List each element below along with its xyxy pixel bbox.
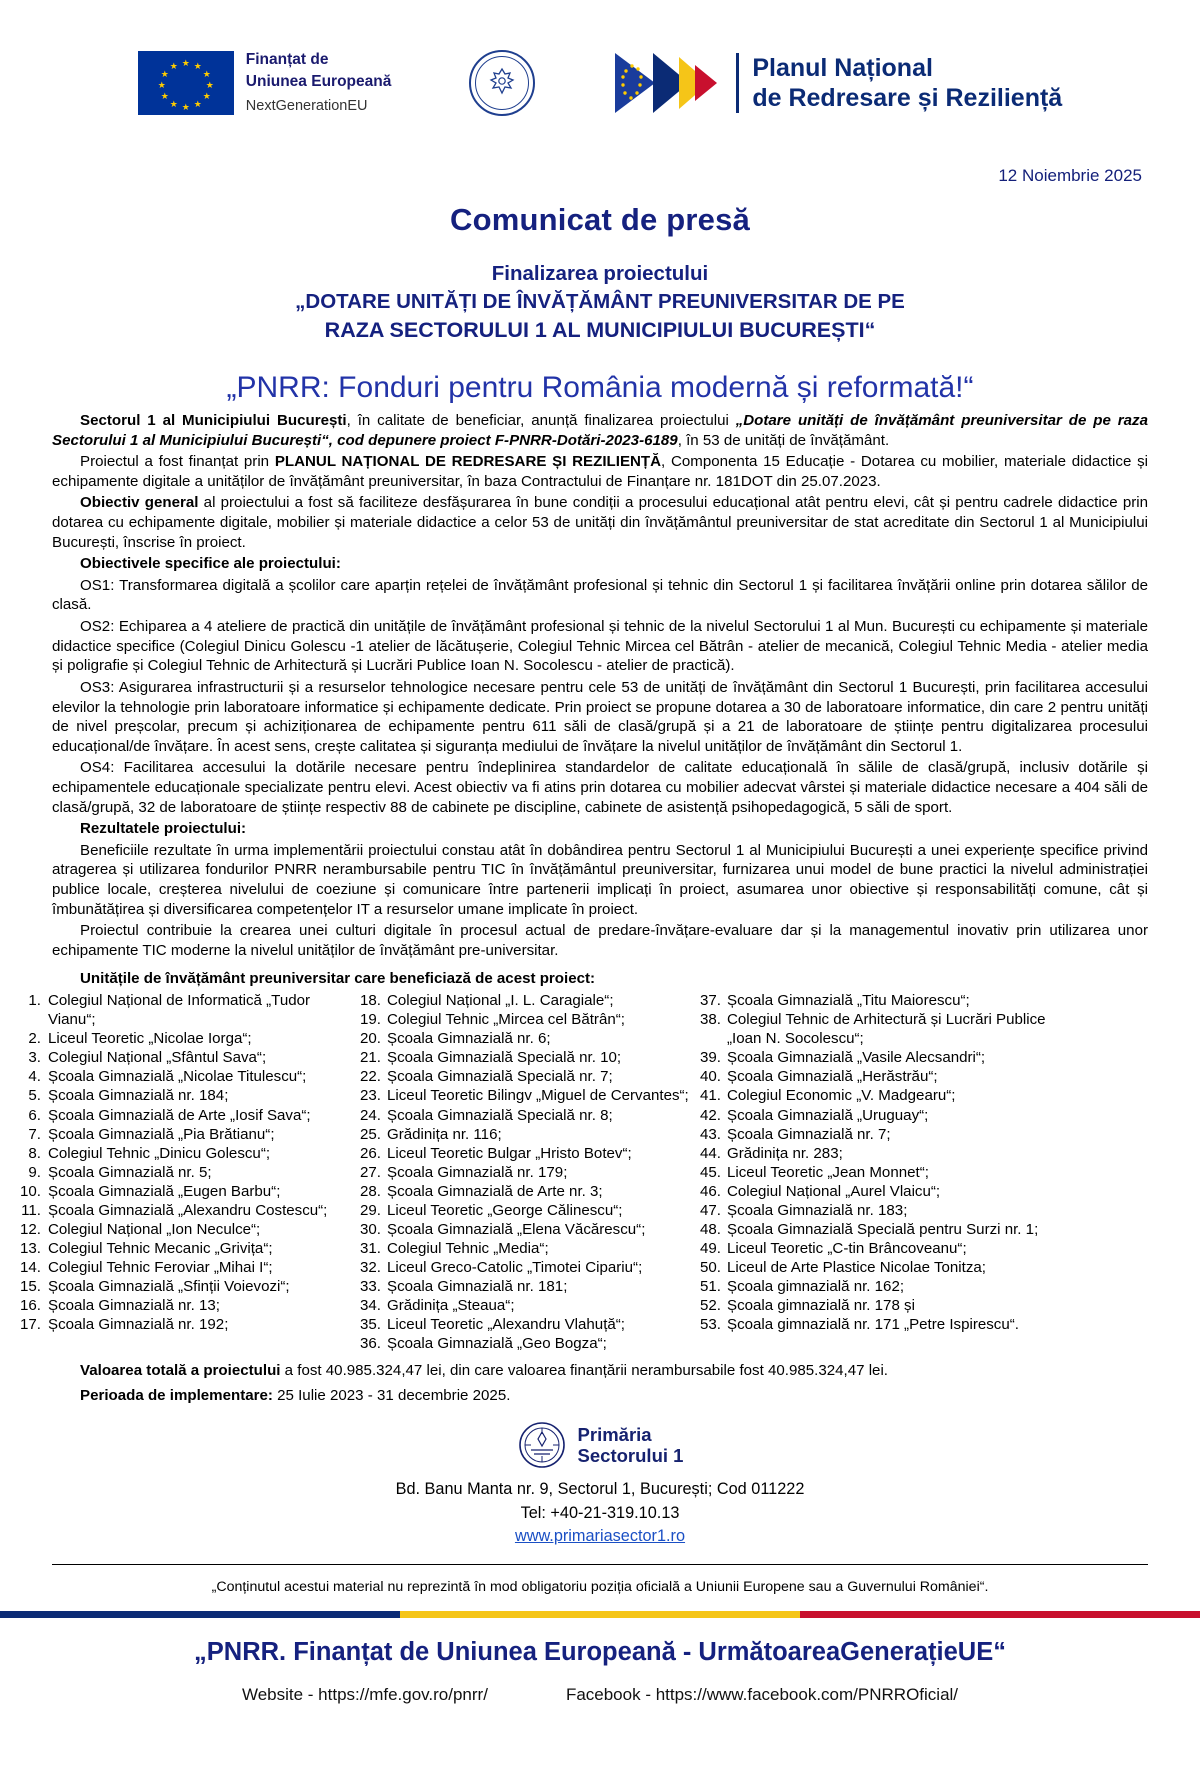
list-item-label: Școala Gimnazială „Alexandru Costescu“; bbox=[48, 1201, 328, 1219]
list-item-number: 8. bbox=[28, 1144, 41, 1162]
list-item-label: Colegiul Tehnic Mecanic „Grivița“; bbox=[48, 1240, 273, 1258]
bottom-banner-title: „PNRR. Finanțat de Uniunea Europeană - UrmătoareaGenerațieUE“ bbox=[194, 1637, 1006, 1666]
list-item-number: 20. bbox=[360, 1030, 381, 1048]
contact-website-link[interactable]: www.primariasector1.ro bbox=[514, 1526, 686, 1545]
list-item-label: Colegiul Național „Aurel Vlaicu“; bbox=[727, 1182, 941, 1200]
list-item-label: Liceul de Arte Plastice Nicolae Tonitza; bbox=[727, 1259, 986, 1277]
list-item-number: 49. bbox=[700, 1240, 721, 1258]
list-item bbox=[360, 1201, 700, 1220]
primaria-text bbox=[578, 1424, 684, 1467]
list-item bbox=[360, 1315, 700, 1334]
implementation-period-row bbox=[52, 1386, 1148, 1406]
list-item-number: 7. bbox=[28, 1125, 41, 1143]
primaria-seal-icon bbox=[517, 1420, 567, 1470]
list-item-number: 11. bbox=[21, 1201, 41, 1219]
list-item-number: 5. bbox=[28, 1087, 41, 1105]
objectives-heading-label: Obiectivele specifice ale proiectului: bbox=[80, 555, 341, 573]
list-item bbox=[360, 1029, 700, 1048]
pnrr-website-link[interactable]: Website - https://mfe.gov.ro/pnrr/ bbox=[241, 1684, 488, 1704]
list-item-number: 34. bbox=[360, 1297, 381, 1315]
list-item-number: 6. bbox=[28, 1106, 41, 1124]
paragraph-financing bbox=[52, 452, 1148, 491]
eu-line2: Uniunea Europeană bbox=[245, 73, 392, 91]
primaria-logo bbox=[0, 1420, 1200, 1470]
schools-section bbox=[0, 962, 1200, 989]
list-item-number: 44. bbox=[700, 1144, 721, 1162]
list-item-number: 30. bbox=[360, 1220, 381, 1238]
list-item bbox=[700, 991, 1060, 1010]
eu-disclaimer: „Conținutul acestui material nu reprezintă în mod obligatoriu poziția oficială a Uniunii Europene sau a Guvernului României“. bbox=[211, 1578, 989, 1595]
list-item-number: 13. bbox=[20, 1240, 41, 1258]
list-item-label: Școala Gimnazială Specială nr. 7; bbox=[387, 1068, 613, 1086]
subtitle-line-3: RAZA SECTORULUI 1 AL MUNICIPIULUI BUCUREȘTI“ bbox=[324, 317, 876, 342]
list-item-number: 29. bbox=[360, 1201, 381, 1219]
list-item-label: Liceul Teoretic „George Călinescu“; bbox=[387, 1201, 623, 1219]
objective-os4: OS4: Facilitarea accesului la dotările necesare pentru îndeplinirea standardelor de calitate educațională în sălile de clasă/grupă, inclusiv dotările și echipamentele educaționale specializate pentru elevi. Acest obiectiv va fi atins prin dotarea cu mobilier adecvat vârstei și materiale didactice necesare a 404 săli de clasă/grupă, 32 de laboratoare de științe respectiv 88 de cabinete pe discipline, cabinete de asistență psihopedagogică, 5 săli de sport. bbox=[52, 759, 1148, 816]
list-item-label: Școala Gimnazială „Eugen Barbu“; bbox=[48, 1182, 281, 1200]
list-item bbox=[360, 1277, 700, 1296]
list-item bbox=[360, 1010, 700, 1029]
contact-block bbox=[0, 1478, 1200, 1547]
list-item-label: Colegiul Național „Ion Neculce“; bbox=[48, 1220, 261, 1238]
list-item-label: Colegiul Național de Informatică „Tudor Vianu“; bbox=[48, 992, 311, 1029]
tricolor-blue bbox=[0, 1611, 400, 1618]
list-item-number: 48. bbox=[700, 1220, 721, 1238]
list-item-number: 18. bbox=[360, 992, 381, 1010]
tricolor-red bbox=[800, 1611, 1200, 1618]
list-item-label: Școala gimnazială nr. 178 și bbox=[727, 1297, 915, 1315]
list-item-label: Școala Gimnazială de Arte nr. 3; bbox=[387, 1182, 603, 1200]
list-item-label: Școala Gimnazială „Pia Brătianu“; bbox=[48, 1125, 275, 1143]
project-subtitle bbox=[0, 260, 1200, 345]
list-item-label: Liceul Teoretic „Alexandru Vlahuță“; bbox=[387, 1316, 625, 1334]
list-item bbox=[700, 1258, 1060, 1277]
objectives-heading bbox=[52, 554, 1148, 574]
schools-column-3 bbox=[700, 991, 1060, 1353]
list-item bbox=[700, 1296, 1060, 1315]
list-item-number: 21. bbox=[360, 1049, 381, 1067]
list-item-label: Liceul Teoretic Bulgar „Hristo Botev“; bbox=[387, 1144, 632, 1162]
list-item bbox=[700, 1106, 1060, 1125]
list-item bbox=[18, 1048, 360, 1067]
list-item bbox=[360, 1067, 700, 1086]
list-item bbox=[360, 1125, 700, 1144]
eu-flag-icon: ★ ★ ★ ★ ★ ★ ★ ★ ★ ★ ★ ★ bbox=[138, 51, 234, 115]
list-item-label: Colegiul Tehnic „Media“; bbox=[387, 1240, 549, 1258]
list-item-number: 52. bbox=[700, 1297, 721, 1315]
list-item-label: Școala gimnazială nr. 162; bbox=[727, 1278, 905, 1296]
list-item-number: 16. bbox=[20, 1297, 41, 1315]
list-item-label: Școala Gimnazială Specială nr. 10; bbox=[387, 1049, 622, 1067]
list-item-number: 14. bbox=[20, 1259, 41, 1277]
footer-divider bbox=[52, 1564, 1148, 1565]
list-item-number: 22. bbox=[360, 1068, 381, 1086]
list-item bbox=[360, 1334, 700, 1353]
list-item bbox=[18, 1277, 360, 1296]
list-item-number: 33. bbox=[360, 1278, 381, 1296]
list-item-number: 40. bbox=[700, 1068, 721, 1086]
list-item bbox=[360, 1296, 700, 1315]
list-item-number: 19. bbox=[360, 1011, 381, 1029]
list-item-number: 15. bbox=[20, 1278, 41, 1296]
schools-list-heading: Unitățile de învățământ preuniversitar care beneficiază de acest proiect: bbox=[80, 970, 596, 988]
schools-column-1 bbox=[18, 991, 360, 1353]
pnrr-program-name: PLANUL NAȚIONAL DE REDRESARE ȘI REZILIENȚĂ bbox=[274, 453, 662, 471]
paragraph-general-objective bbox=[52, 493, 1148, 552]
schools-column-2 bbox=[360, 991, 700, 1353]
list-item-label: Grădinița nr. 116; bbox=[387, 1125, 502, 1143]
list-item-number: 32. bbox=[360, 1259, 381, 1277]
list-item-number: 45. bbox=[700, 1163, 721, 1181]
list-item-number: 43. bbox=[700, 1125, 721, 1143]
list-item bbox=[18, 991, 360, 1029]
pnrr-facebook-link[interactable]: Facebook - https://www.facebook.com/PNRROficial/ bbox=[565, 1684, 959, 1704]
list-item bbox=[700, 1067, 1060, 1086]
list-item-number: 4. bbox=[28, 1068, 41, 1086]
total-value-row bbox=[52, 1361, 1148, 1381]
period-text: 25 Iulie 2023 - 31 decembrie 2025. bbox=[272, 1387, 511, 1405]
list-item bbox=[18, 1296, 360, 1315]
paragraph-intro bbox=[52, 411, 1148, 450]
list-item-label: Școala gimnazială nr. 171 „Petre Ispirescu“. bbox=[727, 1316, 1019, 1334]
list-item bbox=[700, 1220, 1060, 1239]
list-item-number: 1. bbox=[28, 992, 41, 1010]
list-item bbox=[700, 1182, 1060, 1201]
list-item-label: Colegiul Tehnic Feroviar „Mihai I“; bbox=[48, 1259, 273, 1277]
primaria-line-2: Sectorului 1 bbox=[577, 1445, 684, 1467]
list-item-number: 25. bbox=[360, 1125, 381, 1143]
list-item bbox=[18, 1182, 360, 1201]
list-item bbox=[700, 1201, 1060, 1220]
list-item-label: Liceul Teoretic „C-tin Brâncoveanu“; bbox=[727, 1240, 967, 1258]
list-item-number: 28. bbox=[360, 1182, 381, 1200]
list-item-number: 31. bbox=[360, 1240, 381, 1258]
list-item-label: Școala Gimnazială nr. 192; bbox=[48, 1316, 229, 1334]
list-item bbox=[700, 1163, 1060, 1182]
intro-text-2: , în 53 de unități de învățământ. bbox=[677, 431, 890, 449]
list-item-number: 53. bbox=[700, 1316, 721, 1334]
primaria-line-1: Primăria bbox=[577, 1423, 652, 1445]
list-item-label: Școala Gimnazială „Herăstrău“; bbox=[727, 1068, 938, 1086]
contact-phone: Tel: +40-21-319.10.13 bbox=[520, 1503, 680, 1522]
list-item-label: Liceul Teoretic „Jean Monnet“; bbox=[727, 1163, 929, 1181]
list-item-number: 35. bbox=[360, 1316, 381, 1334]
list-item-number: 37. bbox=[700, 992, 721, 1010]
eu-line3: NextGenerationEU bbox=[245, 98, 368, 115]
pnrr-divider bbox=[736, 53, 739, 113]
list-item-label: Școala Gimnazială „Uruguay“; bbox=[727, 1106, 929, 1124]
list-item bbox=[18, 1086, 360, 1105]
list-item bbox=[700, 1144, 1060, 1163]
page-title: Comunicat de presă bbox=[450, 202, 750, 237]
pnrr-slogan: „PNRR: Fonduri pentru România modernă și reformată!“ bbox=[226, 370, 974, 404]
pnrr-arrows-icon bbox=[613, 51, 723, 115]
list-item-label: Școala Gimnazială nr. 5; bbox=[48, 1163, 212, 1181]
financing-text-1: Proiectul a fost finanțat prin bbox=[80, 453, 275, 471]
list-item-label: Școala Gimnazială „Vasile Alecsandri“; bbox=[727, 1049, 986, 1067]
list-item-number: 2. bbox=[28, 1030, 41, 1048]
list-item bbox=[700, 1239, 1060, 1258]
list-item-number: 9. bbox=[28, 1163, 41, 1181]
list-item-label: Școala Gimnazială „Elena Văcărescu“; bbox=[387, 1220, 646, 1238]
list-item-label: Liceul Teoretic Bilingv „Miguel de Cervantes“; bbox=[387, 1087, 689, 1105]
list-item-label: Liceul Greco-Catolic „Timotei Cipariu“; bbox=[387, 1259, 643, 1277]
list-item-number: 10. bbox=[20, 1182, 41, 1200]
bottom-links bbox=[0, 1685, 1200, 1705]
list-item bbox=[360, 1163, 700, 1182]
list-item-label: Școala Gimnazială Specială pentru Surzi nr. 1; bbox=[727, 1220, 1039, 1238]
tricolor-yellow bbox=[400, 1611, 800, 1618]
list-item bbox=[700, 1048, 1060, 1067]
contact-address: Bd. Banu Manta nr. 9, Sectorul 1, București; Cod 011222 bbox=[395, 1480, 805, 1499]
list-item bbox=[18, 1029, 360, 1048]
list-item-label: Școala Gimnazială de Arte „Iosif Sava“; bbox=[48, 1106, 311, 1124]
list-item bbox=[18, 1201, 360, 1220]
schools-columns bbox=[0, 991, 1200, 1353]
objective-os2: OS2: Echiparea a 4 ateliere de practică din unitățile de învățământ profesional și tehnic de la nivelul Sectorului 1 al Mun. București cu echipamente și materiale didactice specifice (Colegiul Dinicu Golescu -1 atelier de lăcătușerie, Colegiul Tehnic Mircea cel Bătrân - atelier de mecanică, Colegiul Tehnic Media - atelier media și poligrafie și Colegiul Tehnic de Arhitectură și Lucrări Publice Ioan N. Socolescu - atelier de practică). bbox=[52, 618, 1148, 675]
list-item-number: 27. bbox=[360, 1163, 381, 1181]
eu-line1: Finanțat de bbox=[245, 51, 329, 69]
list-item-label: Școala Gimnazială nr. 181; bbox=[387, 1278, 568, 1296]
list-item-number: 26. bbox=[360, 1144, 381, 1162]
list-item-label: Grădinița „Steaua“; bbox=[387, 1297, 515, 1315]
pnrr-logo bbox=[613, 51, 1062, 115]
list-item bbox=[700, 1315, 1060, 1334]
results-body: Beneficiile rezultate în urma implementării proiectului constau atât în dobândirea pentru Sectorul 1 al Municipiului București a unei experiențe specifice privind atragerea și utilizarea fondurilor PNRR nerambursabile pentru TIC în învățământul preuniversitar, furnizarea unui model de bune practici la nivelul administrației publice locale, creșterea nivelului de coeziune și comunicare între partenerii implicați în proiect, asumarea unor obiective și responsabilități comune, cât și îmbunătățirea și diversificarea competențelor IT a resurselor umane implicate în proiect. bbox=[52, 841, 1148, 918]
tricolor-bar bbox=[0, 1611, 1200, 1618]
list-item-label: Școala Gimnazială nr. 184; bbox=[48, 1087, 229, 1105]
beneficiary-name: Sectorul 1 al Municipiului București bbox=[80, 411, 347, 429]
list-item-label: Școala Gimnazială nr. 7; bbox=[727, 1125, 891, 1143]
list-item bbox=[18, 1315, 360, 1334]
list-item-number: 38. bbox=[700, 1011, 721, 1029]
list-item bbox=[360, 1182, 700, 1201]
results-heading bbox=[52, 819, 1148, 839]
eu-funding-text bbox=[246, 49, 392, 117]
list-item-label: Colegiul Național „Sfântul Sava“; bbox=[48, 1049, 267, 1067]
list-item bbox=[360, 991, 700, 1010]
list-item bbox=[18, 1106, 360, 1125]
list-item-label: Școala Gimnazială „Sfinții Voievozi“; bbox=[48, 1278, 290, 1296]
list-item-label: Școala Gimnazială nr. 179; bbox=[387, 1163, 568, 1181]
list-item bbox=[700, 1125, 1060, 1144]
list-item bbox=[18, 1239, 360, 1258]
list-item bbox=[700, 1010, 1060, 1048]
project-title-inline: „Dotare unități de învățământ preuniversitar de pe raza Sectorului 1 al Municipiului București“, cod depunere proiect F-PNRR-Dotări-2023-6189 bbox=[52, 411, 1149, 449]
objective-os1: OS1: Transformarea digitală a școlilor care aparțin rețelei de învățământ profesional și tehnic din Sectorul 1 și facilitarea învățării online prin dotarea sălilor de clasă. bbox=[52, 576, 1148, 614]
list-item bbox=[360, 1220, 700, 1239]
general-objective-text: al proiectului a fost să faciliteze desfășurarea în bune condiții a procesului educațional atât pentru elevi, cât și pentru cadrele didactice prin dotarea cu echipamente digitale, mobilier și materiale didactice a celor 53 de unități din învățământul preuniversitar de stat acreditate din Sectorul 1 al Municipiului București, înscrise în proiect. bbox=[52, 494, 1148, 551]
list-item-label: Colegiul Național „I. L. Caragiale“; bbox=[387, 992, 614, 1010]
article-body bbox=[0, 411, 1200, 960]
list-item-label: Colegiul Economic „V. Madgearu“; bbox=[727, 1087, 956, 1105]
list-item-label: Școala Gimnazială Specială nr. 8; bbox=[387, 1106, 613, 1124]
closing-paragraph: Proiectul contribuie la crearea unei culturi digitale în procesul actual de predare-învățare-evaluare dar și la managementul inovativ prin utilizarea unor echipamente TIC moderne la nivelul unităților de învățământ pre-universitar. bbox=[52, 922, 1148, 959]
list-item bbox=[360, 1258, 700, 1277]
list-item-number: 39. bbox=[700, 1049, 721, 1067]
list-item bbox=[360, 1239, 700, 1258]
list-item-number: 24. bbox=[360, 1106, 381, 1124]
list-item-number: 42. bbox=[700, 1106, 721, 1124]
subtitle-line-2: „DOTARE UNITĂȚI DE ÎNVĂȚĂMÂNT PREUNIVERSITAR DE PE bbox=[295, 289, 905, 313]
objective-os3: OS3: Asigurarea infrastructurii și a resurselor tehnologice necesare pentru cele 53 de unități de învățământ din Sectorul 1 București, prin facilitarea accesului elevilor la tehnologie prin laboratoare informatice și echipamente dedicate. Prin proiect se propune dotarea a 30 de laboratoare informatice, din care 2 pentru unități de nivel preșcolar, precum și achiziționarea de echipamente pentru 611 săli de clasă/grupă și a 21 de laboratoare de științe pentru digitalizarea procesului educațional/de învățare. În acest sens, crește calitatea și siguranța mediului de învățare la nivelul unităților de învățământ din Sectorul 1. bbox=[52, 678, 1148, 755]
list-item bbox=[360, 1106, 700, 1125]
list-item-label: Școala Gimnazială „Titu Maiorescu“; bbox=[727, 992, 970, 1010]
subtitle-line-1: Finalizarea proiectului bbox=[491, 262, 709, 285]
list-item bbox=[18, 1067, 360, 1086]
list-item-label: Colegiul Tehnic de Arhitectură și Lucrări Publice „Ioan N. Socolescu“; bbox=[727, 1011, 1046, 1048]
eu-funding-logo bbox=[138, 49, 392, 117]
list-item-number: 23. bbox=[360, 1087, 381, 1105]
list-item bbox=[18, 1144, 360, 1163]
logo-strip bbox=[0, 0, 1200, 118]
list-item bbox=[18, 1125, 360, 1144]
list-item bbox=[700, 1086, 1060, 1105]
results-heading-label: Rezultatele proiectului: bbox=[80, 820, 247, 838]
financing-text-2: , Componenta 15 Educație - Dotarea cu mobilier, materiale didactice și echipamente digitale a unităților de învățământ preuniversitar, în baza Contractului de Finanțare nr. 181DOT din 25.07.2023. bbox=[52, 453, 1148, 490]
list-item-number: 12. bbox=[20, 1220, 41, 1238]
list-item bbox=[18, 1220, 360, 1239]
list-item-label: Colegiul Tehnic „Mircea cel Bătrân“; bbox=[387, 1011, 625, 1029]
pnrr-line1: Planul Național bbox=[752, 53, 933, 82]
project-totals bbox=[0, 1361, 1200, 1407]
list-item-label: Grădinița nr. 283; bbox=[727, 1144, 843, 1162]
total-value-label: Valoarea totală a proiectului bbox=[80, 1361, 281, 1379]
list-item bbox=[360, 1048, 700, 1067]
list-item bbox=[700, 1277, 1060, 1296]
pnrr-line2: de Redresare și Reziliență bbox=[752, 84, 1063, 112]
list-item-number: 50. bbox=[700, 1259, 721, 1277]
list-item-label: Școala Gimnazială „Geo Bogza“; bbox=[387, 1335, 607, 1353]
list-item bbox=[18, 1258, 360, 1277]
list-item-number: 17. bbox=[20, 1316, 41, 1334]
list-item bbox=[360, 1144, 700, 1163]
list-item-number: 47. bbox=[700, 1201, 721, 1219]
list-item-label: Școala Gimnazială „Nicolae Titulescu“; bbox=[48, 1068, 307, 1086]
list-item-label: Colegiul Tehnic „Dinicu Golescu“; bbox=[48, 1144, 271, 1162]
list-item-label: Școala Gimnazială nr. 6; bbox=[387, 1030, 551, 1048]
list-item bbox=[18, 1163, 360, 1182]
list-item-number: 3. bbox=[28, 1049, 41, 1067]
list-item-label: Școala Gimnazială nr. 183; bbox=[727, 1201, 908, 1219]
list-item-label: Școala Gimnazială nr. 13; bbox=[48, 1297, 220, 1315]
intro-text-1: , în calitate de beneficiar, anunță finalizarea proiectului bbox=[346, 411, 736, 429]
list-item-number: 46. bbox=[700, 1182, 721, 1200]
list-item-number: 36. bbox=[360, 1335, 381, 1353]
document-date: 12 Noiembrie 2025 bbox=[998, 166, 1142, 185]
period-label: Perioada de implementare: bbox=[80, 1387, 273, 1405]
total-value-text: a fost 40.985.324,47 lei, din care valoarea finanțării nerambursabile fost 40.985.324,47 lei. bbox=[280, 1361, 888, 1379]
list-item-label: Liceul Teoretic „Nicolae Iorga“; bbox=[48, 1030, 252, 1048]
list-item-number: 51. bbox=[700, 1278, 721, 1296]
list-item-number: 41. bbox=[700, 1087, 721, 1105]
government-seal-icon bbox=[469, 50, 535, 116]
list-item bbox=[360, 1086, 700, 1105]
general-objective-label: Obiectiv general bbox=[80, 494, 199, 512]
pnrr-logo-text bbox=[752, 53, 1062, 114]
